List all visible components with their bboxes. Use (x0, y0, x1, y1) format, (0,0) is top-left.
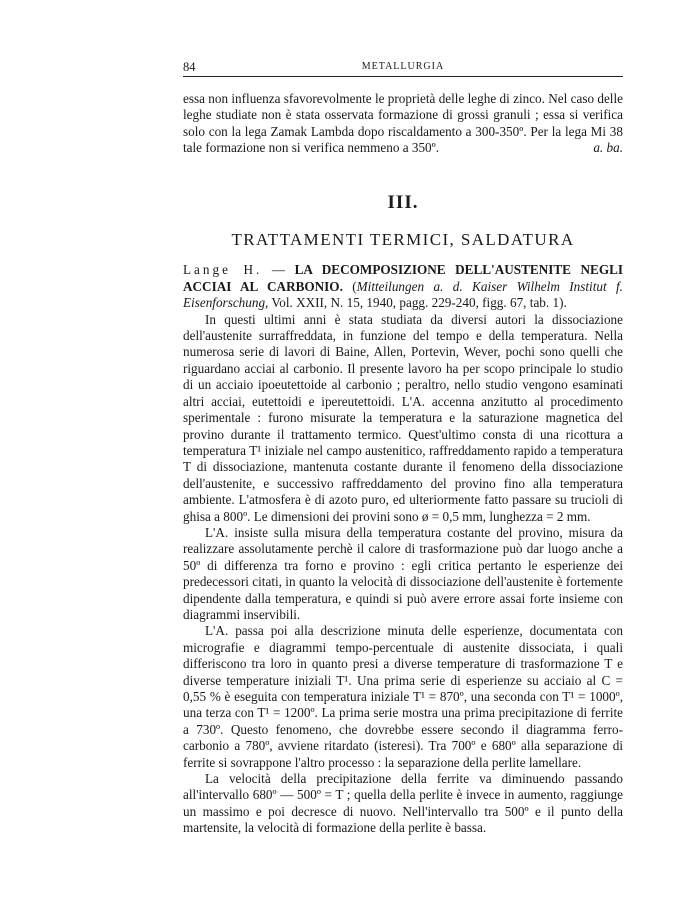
source-details: Vol. XXII, N. 15, 1940, pagg. 229-240, figg. 67, tab. 1). (268, 295, 567, 311)
section-title: TRATTAMENTI TERMICI, SALDATURA (231, 230, 575, 250)
source-journal: Mitteilungen a. d. Kaiser Wilhelm Institut f. Eisenforschung, (183, 278, 623, 311)
continuation-paragraph (183, 91, 623, 157)
paragraph: L'A. passa poi alla descrizione minuta delle esperienze, documentata con micrografie e diagrammi tempo-percentuale di austenite dissociata, i quali differiscono tra loro in quanto presi a diverse temperature di trasformazione T e diverse temperature iniziali T¹. Una prima serie di esperienze su acciaio al C = 0,55 % è eseguita con temperatura iniziale T¹ = 870º, una seconda con T¹ = 1000º, una terza con T¹ = 1200º. La prima serie mostra una prima precipitazione di ferrite a 730º. Questo fenomeno, che dovrebbe essere secondo il diagramma ferro-carbonio a 780º, avviene ritardato (isteresi). Tra 700º e 680º alla separazione di ferrite si sovrappone l'altro processo : la separazione della perlite lamellare. (183, 623, 623, 770)
running-title: METALLURGIA (361, 61, 445, 72)
paragraph: In questi ultimi anni è stata studiata da diversi autori la dissociazione dell'austenite surraffreddata, in funzione del tempo e della temperatura. Nella numerosa serie di lavori di Baine, Allen, Portevin, Wever, pochi sono quelli che riguardano acciai al carbonio. Il presente lavoro ha per scopo principale lo studio di un acciaio ipoeutettoide al carbonio ; peraltro, nello studio vengono esaminati altri acciai, eutettoidi e ipereutettoidi. L'A. accenna anzitutto al procedimento sperimentale : furono misurate la temperatura e la saturazione magnetica del provino durante il trattamento termico. Quest'ultimo consta di una ricottura a temperatura T¹ iniziale nel campo austenitico, raffreddamento rapido a temperatura T di dissociazione, mantenuta costante durante il fenomeno della dissociazione dell'austenite, e successivo raffreddamento del provino fino alla temperatura ambiente. L'atmosfera è di azoto puro, ed ulteriormente fatto passare su trucioli di ghisa a 800º. Le dimensioni dei provini sono ø = 0,5 mm, lunghezza = 2 mm. (183, 311, 623, 524)
entry-dash: — (262, 262, 295, 278)
abstract-entry-heading (183, 262, 623, 311)
reviewer-signature: a. ba. (593, 140, 623, 156)
entry-title: LA DECOMPOSIZIONE DELL'AUSTENITE NEGLI ACCIAI AL CARBONIO. (183, 262, 623, 294)
entry-author: Lange H. (183, 262, 263, 278)
continuation-text: essa non influenza sfavorevolmente le proprietà delle leghe di zinco. Nel caso delle leghe studiate non è stata osservata formazione di grossi granuli ; essa si verifica solo con la lega Zamak Lambda dopo riscaldamento a 300-350º. Per la lega Mi 38 tale formazione non si verifica nemmeno a 350º. (183, 91, 623, 156)
paragraph: L'A. insiste sulla misura della temperatura costante del provino, misura da realizzare assolutamente perchè il calore di trasformazione può dar luogo anche a 50º di differenza tra forno e provino : egli critica pertanto le esperienze dei predecessori citati, in quanto la velocità di dissociazione dell'austenite è fortemente dipendente dalla temperatura, e quindi si può avere errore assai forte insieme con diagrammi inservibili. (183, 524, 623, 622)
source-open: ( (342, 278, 357, 294)
section-number: III. (387, 191, 419, 213)
page-number: 84 (183, 60, 196, 74)
journal-page (183, 58, 623, 837)
paragraph: La velocità della precipitazione della ferrite va diminuendo passando all'intervallo 680º — 500º = T ; quella della perlite è invece in aumento, raggiunge un massimo e poi decresce di nuovo. Nell'intervallo tra 500º e il punto della martensite, la velocità di formazione della perlite è bassa. (183, 771, 623, 836)
page-header (183, 58, 623, 77)
